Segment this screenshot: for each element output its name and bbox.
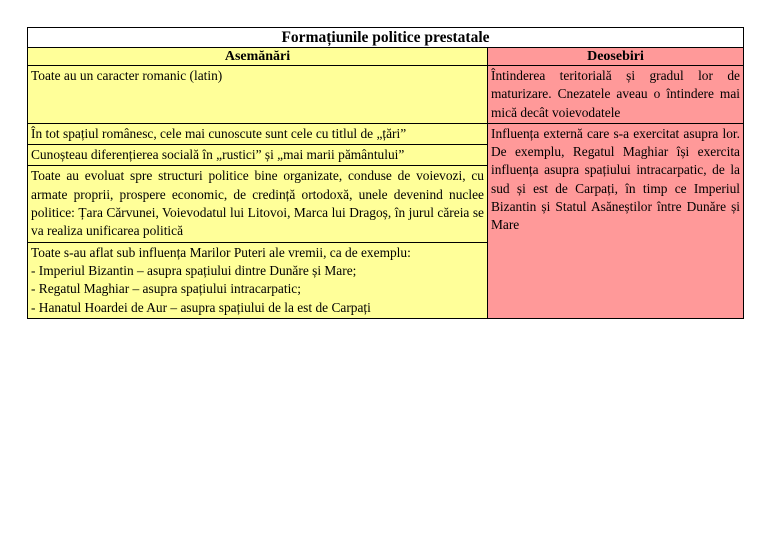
difference-cell-1: Întinderea teritorială și gradul lor de maturizare. Cnezatele aveau o întindere mai mică decât voievodatele: [488, 66, 744, 124]
comparison-table: [27, 27, 744, 319]
document-page: [27, 27, 743, 319]
table-title: Formațiunile politice prestatale: [28, 28, 744, 48]
title-row: [28, 28, 744, 48]
influence-example-1: - Imperiul Bizantin – asupra spațiului dintre Dunăre și Mare;: [31, 262, 357, 278]
header-differences: Deosebiri: [488, 48, 744, 66]
influence-intro: Toate s-au aflat sub influența Marilor Puteri ale vremii, ca de exemplu:: [31, 244, 411, 260]
table-row: [28, 66, 744, 124]
similarity-cell-2: În tot spațiul românesc, cele mai cunoscute sunt cele cu titlul de „țări”: [28, 123, 488, 144]
difference-cell-2: Influența externă care s-a exercitat asupra lor. De exemplu, Regatul Maghiar își exercita influența asupra spațiului intracarpatic, de la sud și est de Carpați, în timp ce Imperiul Bizantin și Statul Asăneștilor între Dunăre și Mare: [488, 123, 744, 318]
similarity-cell-4: Toate au evoluat spre structuri politice bine organizate, conduse de voievozi, cu armate proprii, prospere economic, de credință ortodoxă, unele devenind nuclee politice: Țara Cărvunei, Voievodatul lui Litovoi, Marca lui Dragoș, în jurul căreia se va realiza unificarea politică: [28, 166, 488, 242]
influence-example-3: - Hanatul Hoardei de Aur – asupra spațiului de la est de Carpați: [31, 299, 371, 315]
similarity-cell-3: Cunoșteau diferențierea socială în „rustici” și „mai marii pământului”: [28, 145, 488, 166]
header-row: [28, 48, 744, 66]
similarity-cell-5: [28, 242, 488, 318]
similarity-cell-1: Toate au un caracter romanic (latin): [28, 66, 488, 124]
table-row: [28, 123, 744, 144]
influence-example-2: - Regatul Maghiar – asupra spațiului intracarpatic;: [31, 281, 301, 297]
header-similarities: Asemănări: [28, 48, 488, 66]
